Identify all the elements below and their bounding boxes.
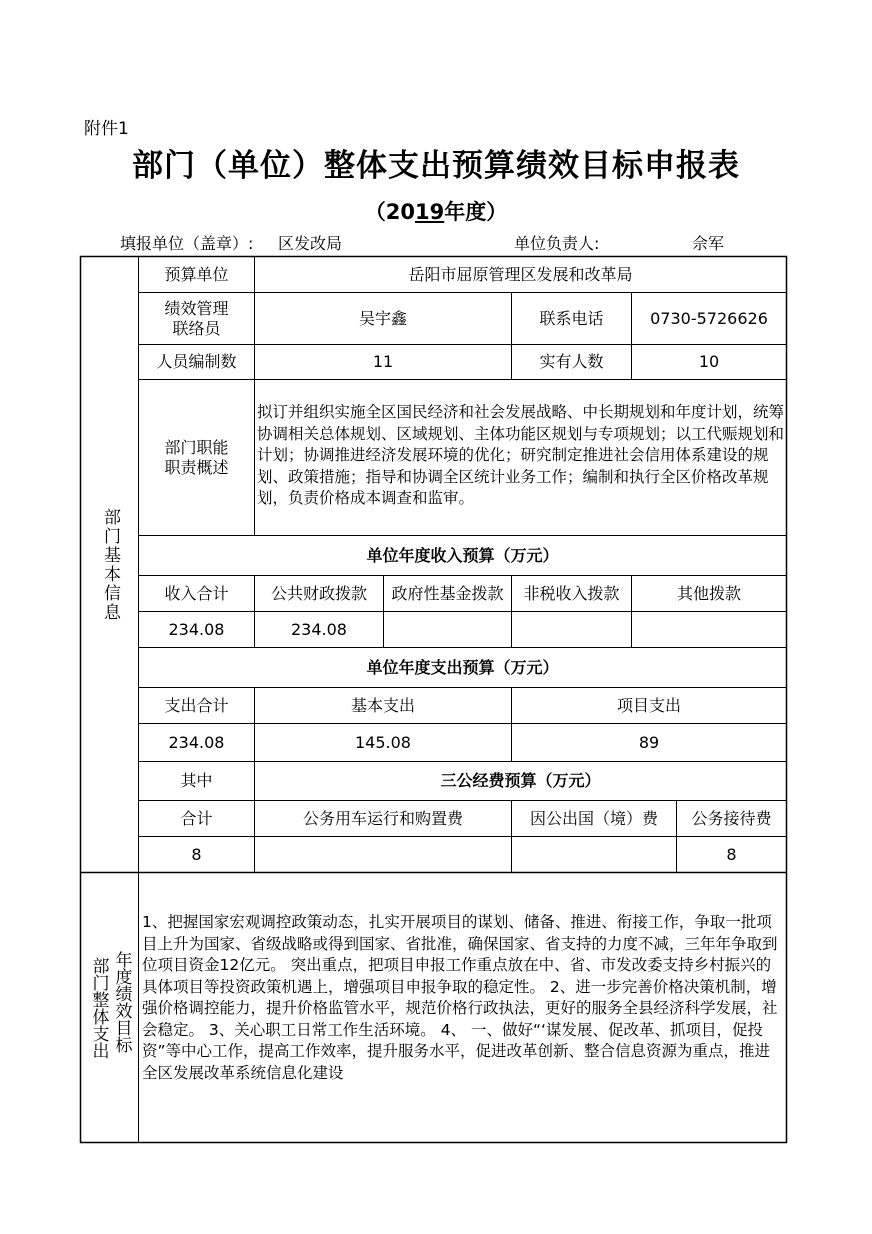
phone-value: 0730-5726626 bbox=[650, 308, 768, 328]
three-public-header-vehicle: 公务用车运行和购置费 bbox=[302, 808, 463, 828]
page-title: 部门（单位）整体支出预算绩效目标申报表 bbox=[132, 148, 740, 184]
income-header-public: 公共财政拨款 bbox=[270, 583, 367, 603]
year-suffix: 年度） bbox=[444, 200, 508, 224]
expense-value-basic: 145.08 bbox=[355, 732, 411, 752]
responsible-value: 佘军 bbox=[692, 234, 725, 253]
income-title: 单位年度收入预算（万元） bbox=[366, 545, 559, 565]
three-public-value-abroad bbox=[512, 837, 676, 872]
income-value-fund bbox=[384, 612, 511, 647]
duties-label bbox=[139, 380, 254, 535]
three-public-value-reception: 8 bbox=[726, 844, 737, 864]
budget-unit-label: 预算单位 bbox=[164, 264, 229, 284]
three-public-header-total: 合计 bbox=[180, 808, 213, 828]
staff-actual-value: 10 bbox=[698, 352, 720, 371]
staff-actual-label: 实有人数 bbox=[539, 352, 604, 371]
year-prefix: （20 bbox=[364, 200, 415, 224]
income-header-fund: 政府性基金拨款 bbox=[391, 583, 504, 603]
goals-text: 1、把握国家宏观调控政策动态，扎实开展项目的谋划、储备、推进、衔接工作，争取一批项目上升为国家、省级战略或得到国家、省批准，确保国家、省支持的力度不减，三年年争取到位项目资金12亿元。 突出重点，把项目申报工作重点放在中、省、市发改委支持乡村振兴的具体项目等投资政策机遇上，增强项目申报争取的稳定性。 2、进一步完善价格决策机制，增强价格调控能力，提升价格监管水平，规范价格行政执法，更好的服务全县经济科学发展，社会稳定。 3、关心职工日常工作生活环境。 4、 一、做好“‘谋发展、促改革、抓项目，促投资”等中心工作，提高工作效率，提升服务水平，促进改革创新、整合信息资源为重点，推进全区发展改革系统信息化建设 bbox=[142, 913, 778, 1082]
budget-unit-value: 岳阳市屈原管理区发展和改革局 bbox=[408, 264, 633, 284]
staff-quota-value: 11 bbox=[372, 352, 394, 371]
annex-label: 附件1 bbox=[84, 119, 129, 139]
income-value-nontax bbox=[512, 612, 631, 647]
year-line bbox=[0, 196, 872, 226]
expense-header-project: 项目支出 bbox=[616, 695, 681, 715]
expense-header-basic: 基本支出 bbox=[350, 695, 415, 715]
income-value-public: 234.08 bbox=[291, 619, 347, 639]
income-value-other bbox=[632, 612, 786, 647]
duties-label-line1: 部门职能 bbox=[164, 437, 229, 457]
expense-title: 单位年度支出预算（万元） bbox=[366, 657, 559, 677]
three-public-value-vehicle bbox=[255, 837, 511, 872]
section-basic-text: 部门基本信息 bbox=[100, 507, 120, 622]
three-public-header-reception: 公务接待费 bbox=[691, 808, 772, 828]
duties-label-line2: 职责概述 bbox=[164, 457, 229, 477]
section-goal-left-text: 部门整体支出 bbox=[88, 956, 109, 1059]
phone-label: 联系电话 bbox=[539, 308, 604, 328]
year-digits: 19 bbox=[415, 200, 445, 224]
three-public-header-abroad: 因公出国（境）费 bbox=[529, 808, 658, 828]
expense-value-project: 89 bbox=[638, 732, 660, 752]
filler-label: 填报单位（盖章）: bbox=[120, 234, 254, 253]
section-goal-right-text: 年度绩效目标 bbox=[111, 950, 132, 1053]
filler-value: 区发改局 bbox=[278, 234, 343, 253]
staff-quota-label: 人员编制数 bbox=[156, 352, 237, 371]
section-basic-label bbox=[81, 257, 138, 872]
duties-text: 拟订并组织实施全区国民经济和社会发展战略、中长期规划和年度计划，统筹协调相关总体规划、区域规划、主体功能区规划与专项规划；以工代赈规划和计划；协调推进经济发展环境的优化；研究制定推进社会信用体系建设的规划、政策措施；指导和协调全区统计业务工作；编制和执行全区价格改革规划，负责价格成本调查和监审。 bbox=[257, 403, 785, 507]
expense-value-total: 234.08 bbox=[168, 732, 225, 752]
section-goal-label bbox=[81, 873, 138, 1142]
contact-label-line1: 绩效管理 bbox=[164, 298, 229, 318]
income-value-total: 234.08 bbox=[168, 619, 225, 639]
income-header-total: 收入合计 bbox=[164, 583, 229, 603]
among-label: 其中 bbox=[180, 771, 213, 790]
expense-header-total: 支出合计 bbox=[164, 695, 229, 715]
three-public-value-total: 8 bbox=[191, 844, 202, 864]
responsible-label: 单位负责人: bbox=[514, 234, 600, 253]
contact-label-line2: 联络员 bbox=[172, 318, 221, 338]
contact-name: 吴宇鑫 bbox=[358, 308, 407, 328]
income-header-nontax: 非税收入拨款 bbox=[523, 583, 620, 603]
three-public-title: 三公经费预算（万元） bbox=[440, 771, 601, 790]
income-header-other: 其他拨款 bbox=[676, 583, 741, 603]
contact-label bbox=[139, 293, 254, 344]
